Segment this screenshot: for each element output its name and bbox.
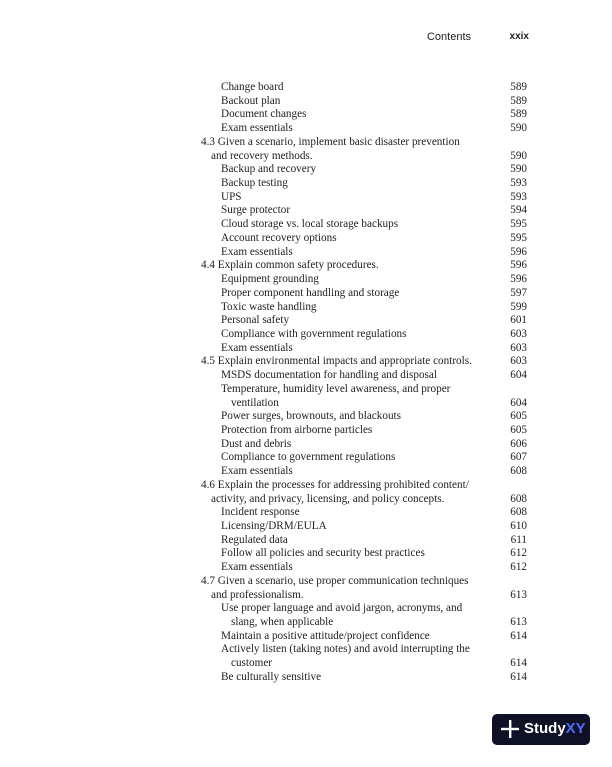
- toc-entry-page: 612: [510, 547, 527, 560]
- toc-entry-title: activity, and privacy, licensing, and policy concepts.: [211, 492, 445, 505]
- toc-entry[interactable]: [0, 342, 612, 356]
- toc-entry-title: UPS: [221, 190, 242, 203]
- toc-entry-title: Exam essentials: [221, 561, 293, 574]
- toc-entry-title: slang, when applicable: [231, 616, 334, 629]
- toc-entry-page: 603: [510, 327, 527, 340]
- toc-entry-page: 603: [510, 355, 527, 368]
- toc-entry-page: 613: [510, 588, 527, 601]
- studyxy-watermark-badge[interactable]: [492, 714, 590, 745]
- toc-entry-page: 613: [510, 616, 527, 629]
- toc-entry-title: Actively listen (taking notes) and avoid interrupting the: [221, 643, 470, 656]
- toc-entry-title: Backup testing: [221, 177, 288, 190]
- toc-entry-page: 596: [510, 259, 527, 272]
- toc-entry-title: Backup and recovery: [221, 163, 317, 176]
- toc-entry-page: 605: [510, 410, 527, 423]
- toc-entry[interactable]: [0, 81, 612, 95]
- toc-entry-page: 604: [510, 396, 527, 409]
- toc-entry-title: Exam essentials: [221, 465, 293, 478]
- toc-entry[interactable]: [0, 369, 612, 383]
- toc-section-heading-cont[interactable]: [0, 589, 612, 603]
- toc-entry-title: Document changes: [221, 108, 307, 121]
- toc-entry[interactable]: [0, 287, 612, 301]
- toc-entry[interactable]: [0, 671, 612, 685]
- toc-entry-title: customer: [231, 657, 273, 670]
- toc-entry-title: Incident response: [221, 506, 300, 519]
- toc-entry-title: Surge protector: [221, 204, 291, 217]
- plus-icon: [499, 718, 521, 740]
- toc-entry-page: 601: [510, 314, 527, 327]
- toc-entry-title: 4.3 Given a scenario, implement basic disaster prevention: [201, 135, 460, 148]
- toc-entry-title: Use proper language and avoid jargon, acronyms, and: [221, 602, 463, 615]
- toc-entry[interactable]: [0, 465, 612, 479]
- toc-entry[interactable]: [0, 232, 612, 246]
- toc-entry-page: 608: [510, 465, 527, 478]
- toc-entry[interactable]: [0, 328, 612, 342]
- toc-entry[interactable]: [0, 520, 612, 534]
- brand-logo: [524, 720, 586, 737]
- toc-entry-title: and recovery methods.: [211, 149, 313, 162]
- toc-entry-title: Proper component handling and storage: [221, 286, 400, 299]
- toc-entry-title: Maintain a positive attitude/project confidence: [221, 629, 430, 642]
- toc-entry-page: 590: [510, 149, 527, 162]
- toc-entry-page: 593: [510, 177, 527, 190]
- toc-entry[interactable]: [0, 383, 612, 397]
- toc-entry-title: Dust and debris: [221, 437, 292, 450]
- toc-section-heading-cont[interactable]: [0, 493, 612, 507]
- toc-section-heading[interactable]: [0, 575, 612, 589]
- toc-entry-page: 595: [510, 231, 527, 244]
- toc-entry[interactable]: [0, 108, 612, 122]
- toc-entry[interactable]: [0, 122, 612, 136]
- toc-entry-title: and professionalism.: [211, 588, 304, 601]
- toc-entry[interactable]: [0, 177, 612, 191]
- toc-entry-title: Account recovery options: [221, 231, 337, 244]
- toc-entry[interactable]: [0, 191, 612, 205]
- toc-entry-page: 596: [510, 273, 527, 286]
- toc-entry-title: 4.5 Explain environmental impacts and appropriate controls.: [201, 355, 472, 368]
- brand-main: Study: [524, 720, 566, 737]
- toc-entry-title: Licensing/DRM/EULA: [221, 520, 327, 532]
- page-number: xxix: [509, 31, 529, 42]
- toc-entry-title: Personal safety: [221, 314, 290, 327]
- toc-entry-page: 590: [510, 163, 527, 176]
- toc-entry-page: 589: [510, 108, 527, 121]
- toc-entry-page: 607: [510, 451, 527, 464]
- toc-entry-title: Power surges, brownouts, and blackouts: [221, 410, 402, 423]
- brand-accent: XY: [565, 720, 586, 737]
- toc-entry[interactable]: [0, 438, 612, 452]
- toc-entry-title: Compliance to government regulations: [221, 451, 396, 464]
- toc-entry-page: 605: [510, 423, 527, 436]
- toc-section-heading[interactable]: [0, 479, 612, 493]
- toc-entry[interactable]: [0, 534, 612, 548]
- toc-entry[interactable]: [0, 163, 612, 177]
- toc-section-heading-cont[interactable]: [0, 150, 612, 164]
- toc-entry[interactable]: [0, 410, 612, 424]
- running-title: Contents: [426, 31, 471, 43]
- toc-entry-page: 595: [510, 218, 527, 231]
- toc-entry-page: 614: [510, 629, 527, 642]
- toc-entry[interactable]: [0, 204, 612, 218]
- toc-entry-page: 608: [510, 506, 527, 519]
- toc-entry-title: 4.4 Explain common safety procedures.: [201, 259, 379, 272]
- toc-entry-page: 610: [510, 520, 527, 532]
- toc-entry-page: 594: [510, 204, 527, 217]
- toc-entry-title: Compliance with government regulations: [221, 327, 407, 340]
- toc-entry-page: 614: [510, 657, 527, 670]
- toc-entry-cont[interactable]: [0, 616, 612, 630]
- toc-entry[interactable]: [0, 561, 612, 575]
- toc-entry-page: 597: [510, 286, 527, 299]
- toc-entry-page: 612: [510, 561, 527, 574]
- toc-entry-page: 608: [510, 492, 527, 505]
- toc-entry[interactable]: [0, 314, 612, 328]
- toc-entry-title: Protection from airborne particles: [221, 423, 373, 436]
- toc-entry-page: 606: [510, 437, 527, 450]
- toc-entry-page: 593: [510, 190, 527, 203]
- toc-entry-title: Temperature, humidity level awareness, and proper: [221, 382, 451, 395]
- toc-entry[interactable]: [0, 246, 612, 260]
- toc-entry[interactable]: [0, 273, 612, 287]
- toc-entry-cont[interactable]: [0, 397, 612, 411]
- toc-entry-title: ventilation: [231, 396, 279, 409]
- toc-entry-title: Change board: [221, 81, 284, 93]
- toc-entry-page: 590: [510, 122, 527, 135]
- toc-entry[interactable]: [0, 643, 612, 657]
- page-header: [0, 31, 612, 47]
- toc-section-heading[interactable]: [0, 136, 612, 150]
- toc-entry-title: 4.6 Explain the processes for addressing prohibited content/: [201, 478, 469, 491]
- toc-entry-title: Toxic waste handling: [221, 300, 317, 313]
- toc-entry[interactable]: [0, 547, 612, 561]
- toc-entry[interactable]: [0, 630, 612, 644]
- toc-entry-page: 603: [510, 341, 527, 354]
- toc-entry-title: Exam essentials: [221, 341, 293, 354]
- toc-entry-page: 604: [510, 369, 527, 382]
- toc-section-heading[interactable]: [0, 355, 612, 369]
- toc-entry-title: 4.7 Given a scenario, use proper communication techniques: [201, 574, 469, 587]
- toc-entry-page: 589: [510, 81, 527, 93]
- toc-entry-cont[interactable]: [0, 657, 612, 671]
- toc-entry-page: 589: [510, 94, 527, 107]
- toc-entry-title: Cloud storage vs. local storage backups: [221, 218, 399, 231]
- toc-entry[interactable]: [0, 451, 612, 465]
- toc-entry[interactable]: [0, 424, 612, 438]
- toc-entry-title: Equipment grounding: [221, 273, 319, 286]
- table-of-contents: [0, 81, 612, 685]
- toc-entry[interactable]: [0, 218, 612, 232]
- toc-entry[interactable]: [0, 301, 612, 315]
- toc-entry-title: Follow all policies and security best practices: [221, 547, 425, 560]
- toc-entry-title: MSDS documentation for handling and disposal: [221, 369, 437, 382]
- toc-entry[interactable]: [0, 602, 612, 616]
- toc-entry-title: Exam essentials: [221, 245, 293, 258]
- toc-entry-title: Exam essentials: [221, 122, 293, 135]
- toc-entry[interactable]: [0, 95, 612, 109]
- toc-entry-page: 599: [510, 300, 527, 313]
- toc-entry-page: 611: [510, 533, 527, 546]
- toc-entry-page: 596: [510, 245, 527, 258]
- toc-entry-title: Backout plan: [221, 94, 281, 107]
- toc-entry-title: Be culturally sensitive: [221, 670, 322, 683]
- toc-entry-title: Regulated data: [221, 533, 288, 546]
- toc-entry-page: 614: [510, 670, 527, 683]
- toc-entry[interactable]: [0, 506, 612, 520]
- toc-section-heading[interactable]: [0, 259, 612, 273]
